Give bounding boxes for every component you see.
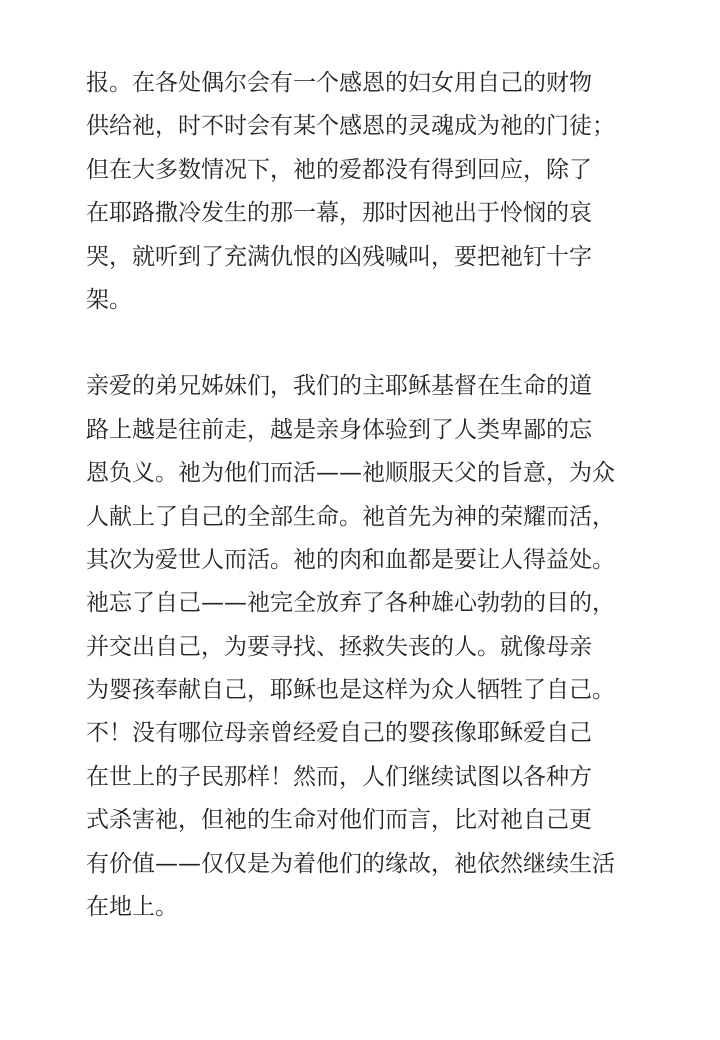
text-line: 式杀害祂，但祂的生命对他们而言，比对祂自己更 bbox=[86, 807, 592, 834]
text-line: 不！没有哪位母亲曾经爱自己的婴孩像耶稣爱自己 bbox=[86, 720, 592, 747]
text-line: 但在大多数情况下，祂的爱都没有得到回应，除了 bbox=[86, 156, 592, 183]
text-line: 路上越是往前走，越是亲身体验到了人类卑鄙的忘 bbox=[86, 416, 592, 443]
text-line: 架。 bbox=[86, 286, 132, 313]
text-line: 哭，就听到了充满仇恨的凶残喊叫，要把祂钉十字 bbox=[86, 243, 592, 270]
text-line: 祂忘了自己——祂完全放弃了各种雄心勃勃的目的， bbox=[86, 590, 615, 617]
text-line: 供给祂，时不时会有某个感恩的灵魂成为祂的门徒； bbox=[86, 113, 615, 140]
text-line: 在世上的子民那样！然而，人们继续试图以各种方 bbox=[86, 763, 592, 790]
text-line: 在地上。 bbox=[86, 894, 178, 921]
text-line: 其次为爱世人而活。祂的肉和血都是要让人得益处。 bbox=[86, 546, 615, 573]
paragraph-2 bbox=[86, 365, 646, 929]
text-line: 亲爱的弟兄姊妹们，我们的主耶稣基督在生命的道 bbox=[86, 373, 592, 400]
text-line: 报。在各处偶尔会有一个感恩的妇女用自己的财物 bbox=[86, 70, 592, 96]
text-line: 为婴孩奉献自己，耶稣也是这样为众人牺牲了自己。 bbox=[86, 677, 615, 704]
text-line: 有价值——仅仅是为着他们的缘故，祂依然继续生活 bbox=[86, 850, 615, 877]
text-line: 并交出自己，为要寻找、拯救失丧的人。就像母亲 bbox=[86, 633, 592, 660]
text-line: 恩负义。祂为他们而活——祂顺服天父的旨意，为众 bbox=[86, 460, 615, 487]
document-page bbox=[86, 62, 646, 929]
text-line: 在耶路撒冷发生的那一幕，那时因祂出于怜悯的哀 bbox=[86, 200, 592, 227]
paragraph-1 bbox=[86, 62, 646, 322]
text-line: 人献上了自己的全部生命。祂首先为神的荣耀而活， bbox=[86, 503, 615, 530]
